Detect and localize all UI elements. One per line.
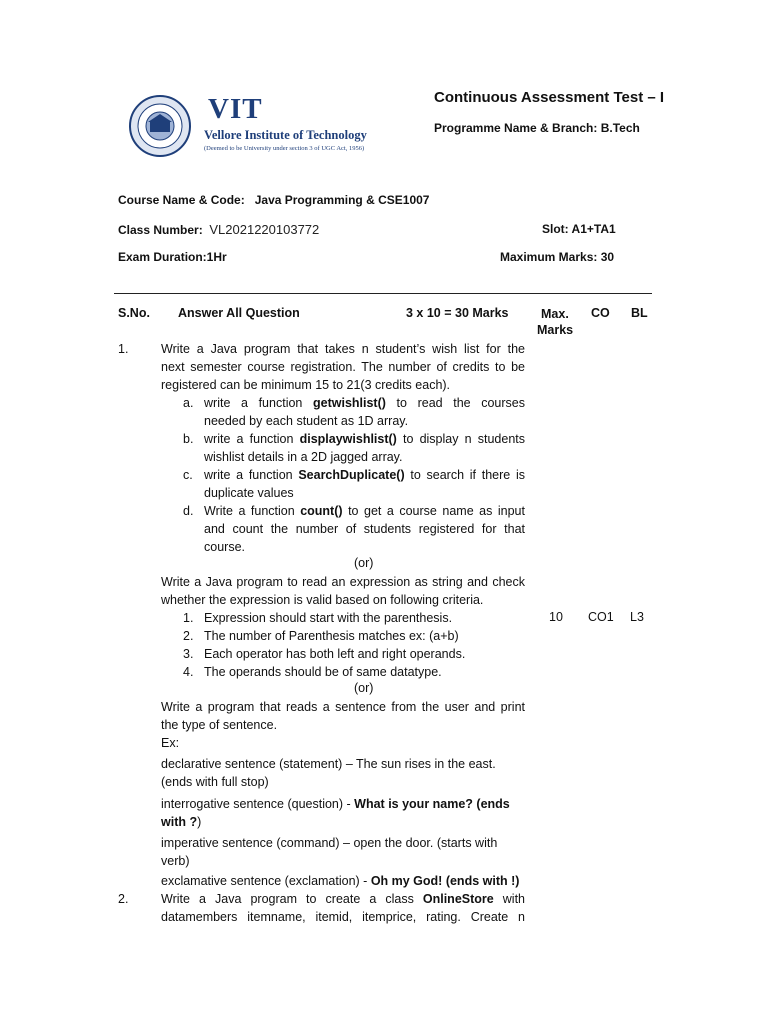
q1-line2: next semester course registration. The number of credits to be xyxy=(161,360,525,374)
q1-line1: Write a Java program that takes n student’s wish list for the xyxy=(161,342,525,356)
course-label: Course Name & Code: xyxy=(118,193,245,207)
q1-alt1-line1: Write a Java program to read an expression as string and check xyxy=(161,575,525,589)
class-info xyxy=(118,222,319,237)
col-co: CO xyxy=(591,306,610,320)
declarative-line2: (ends with full stop) xyxy=(161,775,269,789)
imperative-line1: imperative sentence (command) – open the door. (starts with xyxy=(161,836,498,850)
university-seal-icon xyxy=(120,94,200,158)
criteria-4-label: 4. xyxy=(183,665,194,679)
q1-d-label: d. xyxy=(183,504,194,518)
q1-c-label: c. xyxy=(183,468,193,482)
page-title: Continuous Assessment Test – I xyxy=(434,89,665,106)
q1-line3: registered can be minimum 15 to 21(3 credits each). xyxy=(161,378,451,392)
logo-institute-name: Vellore Institute of Technology xyxy=(204,128,367,142)
class-value: VL2021220103772 xyxy=(209,222,320,237)
interrogative-line1: interrogative sentence (question) - What is your name? (ends xyxy=(161,797,510,811)
col-bl: BL xyxy=(631,306,648,320)
q1-a-line1: write a function getwishlist() to read the courses xyxy=(204,396,525,410)
q1-b-line1: write a function displaywishlist() to display n students xyxy=(204,432,525,446)
slot-info: Slot: A1+TA1 xyxy=(542,222,616,236)
q1-d-line2: and count the number of students registered for that xyxy=(204,522,525,536)
logo-subtitle: (Deemed to be University under section 3 of UGC Act, 1956) xyxy=(204,145,365,152)
q1-d-line3: course. xyxy=(204,540,245,554)
col-answer: Answer All Question xyxy=(178,306,300,320)
interrogative-line2: with ?) xyxy=(161,815,202,829)
class-label: Class Number: xyxy=(118,223,203,237)
q2-line1: Write a Java program to create a class OnlineStore with xyxy=(161,892,526,906)
q1-a-line2: needed by each student as 1D array. xyxy=(204,414,409,428)
q2-line2: datamembers itemname, itemid, itemprice, rating. Create n xyxy=(161,910,525,924)
example-label: Ex: xyxy=(161,736,180,750)
programme-name: Programme Name & Branch: B.Tech xyxy=(434,121,640,135)
criteria-3: Each operator has both left and right operands. xyxy=(204,647,466,661)
criteria-3-label: 3. xyxy=(183,647,194,661)
q2-number: 2. xyxy=(118,892,129,906)
q1-alt2-line1: Write a program that reads a sentence from the user and print xyxy=(161,700,525,714)
q1-bl: L3 xyxy=(630,610,644,624)
q1-c-line2: duplicate values xyxy=(204,486,294,500)
declarative-line1: declarative sentence (statement) – The sun rises in the east. xyxy=(161,757,496,771)
logo-vit-text: VIT xyxy=(208,93,263,125)
q1-b-line2: wishlist details in a 2D jagged array. xyxy=(204,450,403,464)
exam-duration: Exam Duration:1Hr xyxy=(118,250,227,264)
q1-max-marks: 10 xyxy=(549,610,563,624)
q1-co: CO1 xyxy=(588,610,614,624)
q1-d-line1: Write a function count() to get a course name as input xyxy=(204,504,525,518)
q1-alt1-line2: whether the expression is valid based on following criteria. xyxy=(161,593,484,607)
or-separator-2: (or) xyxy=(354,681,374,695)
q1-alt2-line2: the type of sentence. xyxy=(161,718,278,732)
criteria-2: The number of Parenthesis matches ex: (a+b) xyxy=(204,629,459,643)
header-divider xyxy=(114,293,652,294)
or-separator-1: (or) xyxy=(354,556,374,570)
q1-b-label: b. xyxy=(183,432,194,446)
course-info xyxy=(118,193,429,207)
col-sno: S.No. xyxy=(118,306,150,320)
q1-number: 1. xyxy=(118,342,129,356)
course-value: Java Programming & CSE1007 xyxy=(254,193,430,207)
col-max: Max. xyxy=(541,307,569,321)
criteria-2-label: 2. xyxy=(183,629,194,643)
col-marks-total: 3 x 10 = 30 Marks xyxy=(406,306,509,320)
criteria-4: The operands should be of same datatype. xyxy=(204,665,442,679)
imperative-line2: verb) xyxy=(161,854,190,868)
q1-c-line1: write a function SearchDuplicate() to search if there is xyxy=(204,468,525,482)
col-max-marks: Marks xyxy=(537,323,574,337)
criteria-1: Expression should start with the parenthesis. xyxy=(204,611,453,625)
exclamative-line1: exclamative sentence (exclamation) - Oh my God! (ends with !) xyxy=(161,874,520,888)
q1-a-label: a. xyxy=(183,396,194,410)
criteria-1-label: 1. xyxy=(183,611,194,625)
maximum-marks: Maximum Marks: 30 xyxy=(500,250,615,264)
